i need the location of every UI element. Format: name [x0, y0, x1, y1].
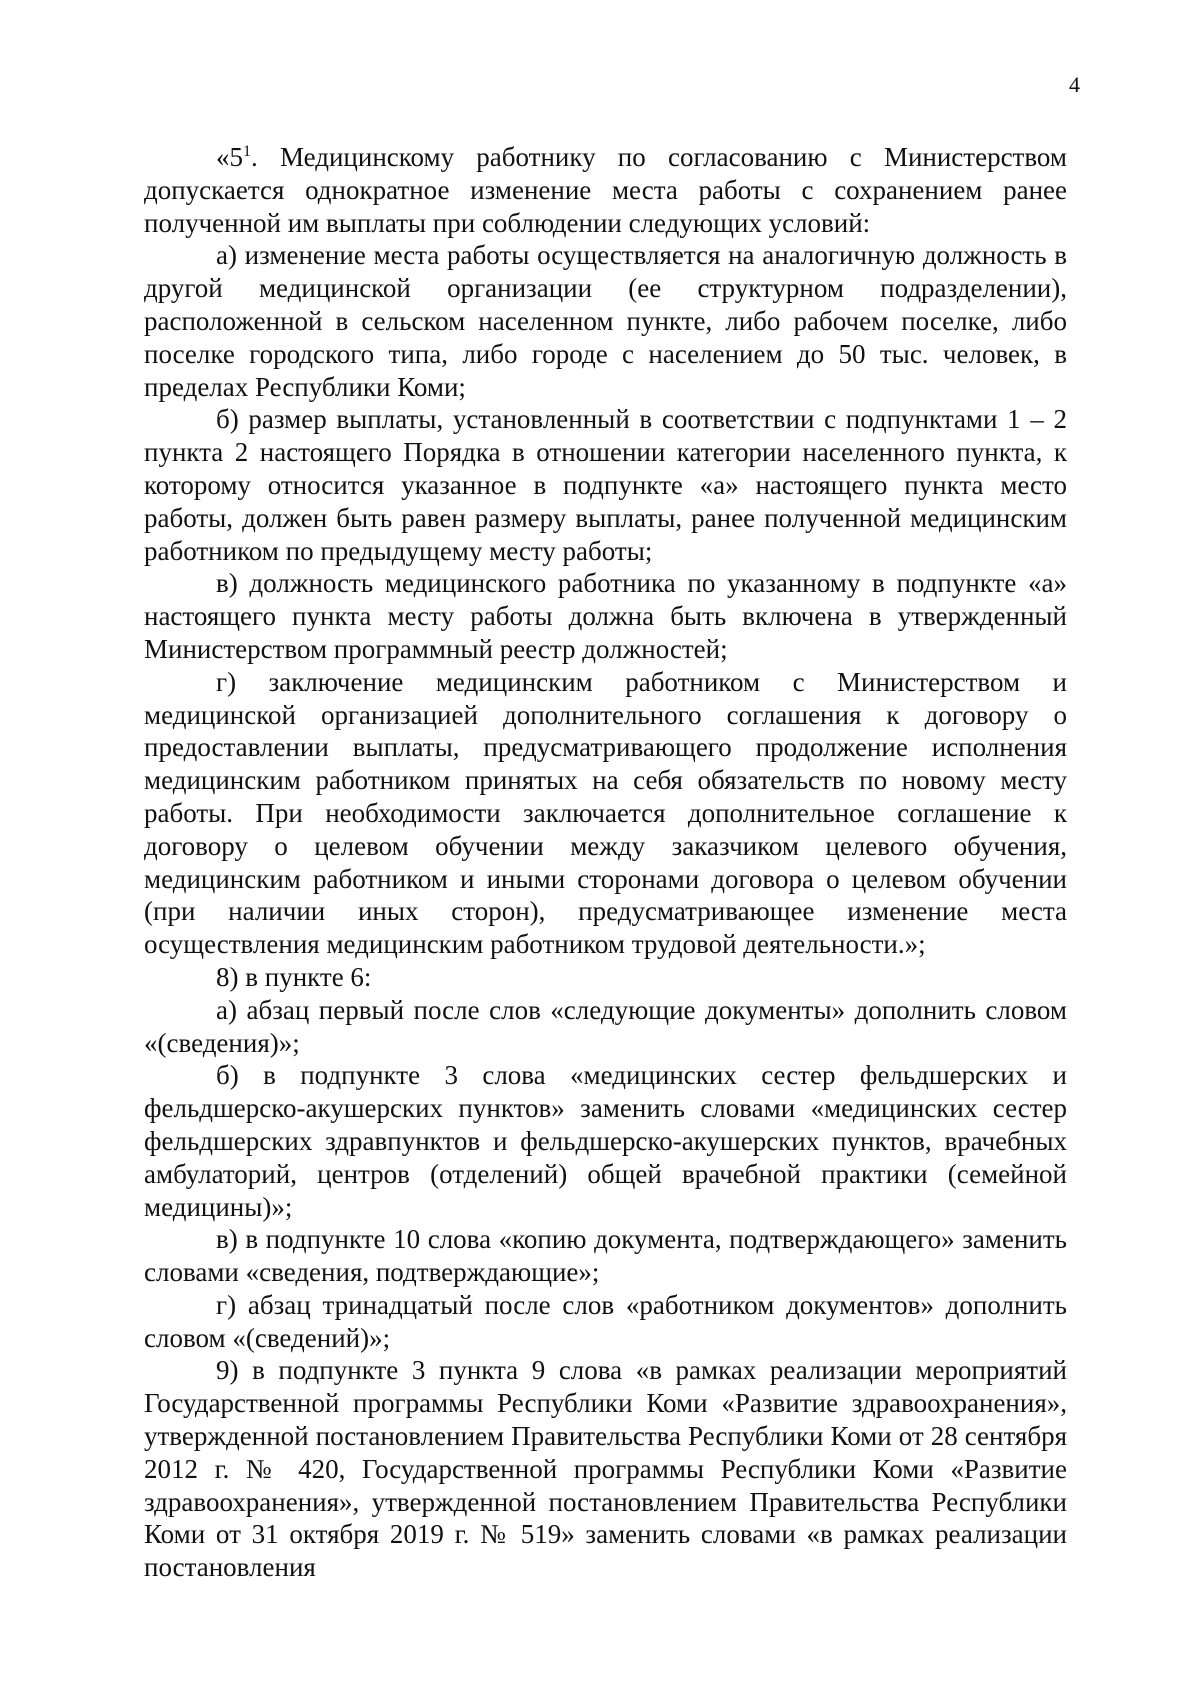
paragraph-condition-v: в) должность медицинского работника по указанному в подпункте «а» настоящего пункта месту работы должна быть включена в утвержденный Министерством программный реестр должностей;	[144, 568, 1067, 664]
document-body	[144, 141, 1067, 1584]
paragraph-item-8-b: б) в подпункте 3 слова «медицинских сестер фельдшерских и фельдшерско-акушерских пунктов» заменить словами «медицинских сестер фельдшерских здравпунктов и фельдшерско-акушерских пунктов, врачебных амбулаторий, центров (отделений) общей врачебной практики (семейной медицины)»;	[144, 1060, 1067, 1222]
page-number: 4	[1069, 72, 1080, 97]
paragraph-item-8-g: г) абзац тринадцатый после слов «работником документов» дополнить словом «(сведений)»;	[144, 1289, 1067, 1353]
paragraph-condition-g: г) заключение медицинским работником с Министерством и медицинской организацией дополнительного соглашения к договору о предоставлении выплаты, предусматривающего продолжение исполнения медицинским работником принятых на себя обязательств по новому месту работы. При необходимости заключается дополнительное соглашение к договору о целевом обучении между заказчиком целевого обучения, медицинским работником и иными сторонами договора о целевом обучении (при наличии иных сторон), предусматривающее изменение места осуществления медицинским работником трудовой деятельности.»;	[144, 666, 1067, 960]
superscript-1: 1	[243, 143, 251, 160]
paragraph-item-8-a: а) абзац первый после слов «следующие документы» дополнить словом «(сведения)»;	[144, 994, 1067, 1058]
paragraph-5-1	[144, 141, 1067, 239]
paragraph-item-8: 8) в пункте 6:	[216, 961, 372, 992]
paragraph-5-1-prefix: «5	[216, 142, 243, 172]
paragraph-condition-b: б) размер выплаты, установленный в соответствии с подпунктами 1 – 2 пункта 2 настоящего Порядка в отношении категории населенного пункта, к которому относится указанное в подпункте «а» настоящего пункта место работы, должен быть равен размеру выплаты, ранее полученной медицинским работником по предыдущему месту работы;	[144, 404, 1067, 566]
paragraph-5-1-text: . Медицинскому работнику по согласованию с Министерством допускается однократное изменение места работы с сохранением ранее полученной им выплаты при соблюдении следующих условий:	[144, 142, 1067, 238]
paragraph-item-8-v: в) в подпункте 10 слова «копию документа, подтверждающего» заменить словами «сведения, подтверждающие»;	[144, 1224, 1067, 1288]
paragraph-item-9: 9) в подпункте 3 пункта 9 слова «в рамках реализации мероприятий Государственной программы Республики Коми «Развитие здравоохранения», утвержденной постановлением Правительства Республики Коми от 28 сентября 2012 г. № 420, Государственной программы Республики Коми «Развитие здравоохранения», утвержденной постановлением Правительства Республики Коми от 31 октября 2019 г. № 519» заменить словами «в рамках реализации постановления	[144, 1355, 1067, 1583]
paragraph-condition-a: а) изменение места работы осуществляется на аналогичную должность в другой медицинской организации (ее структурном подразделении), расположенной в сельском населенном пункте, либо рабочем поселке, либо поселке городского типа, либо городе с населением до 50 тыс. человек, в пределах Республики Коми;	[144, 240, 1067, 402]
